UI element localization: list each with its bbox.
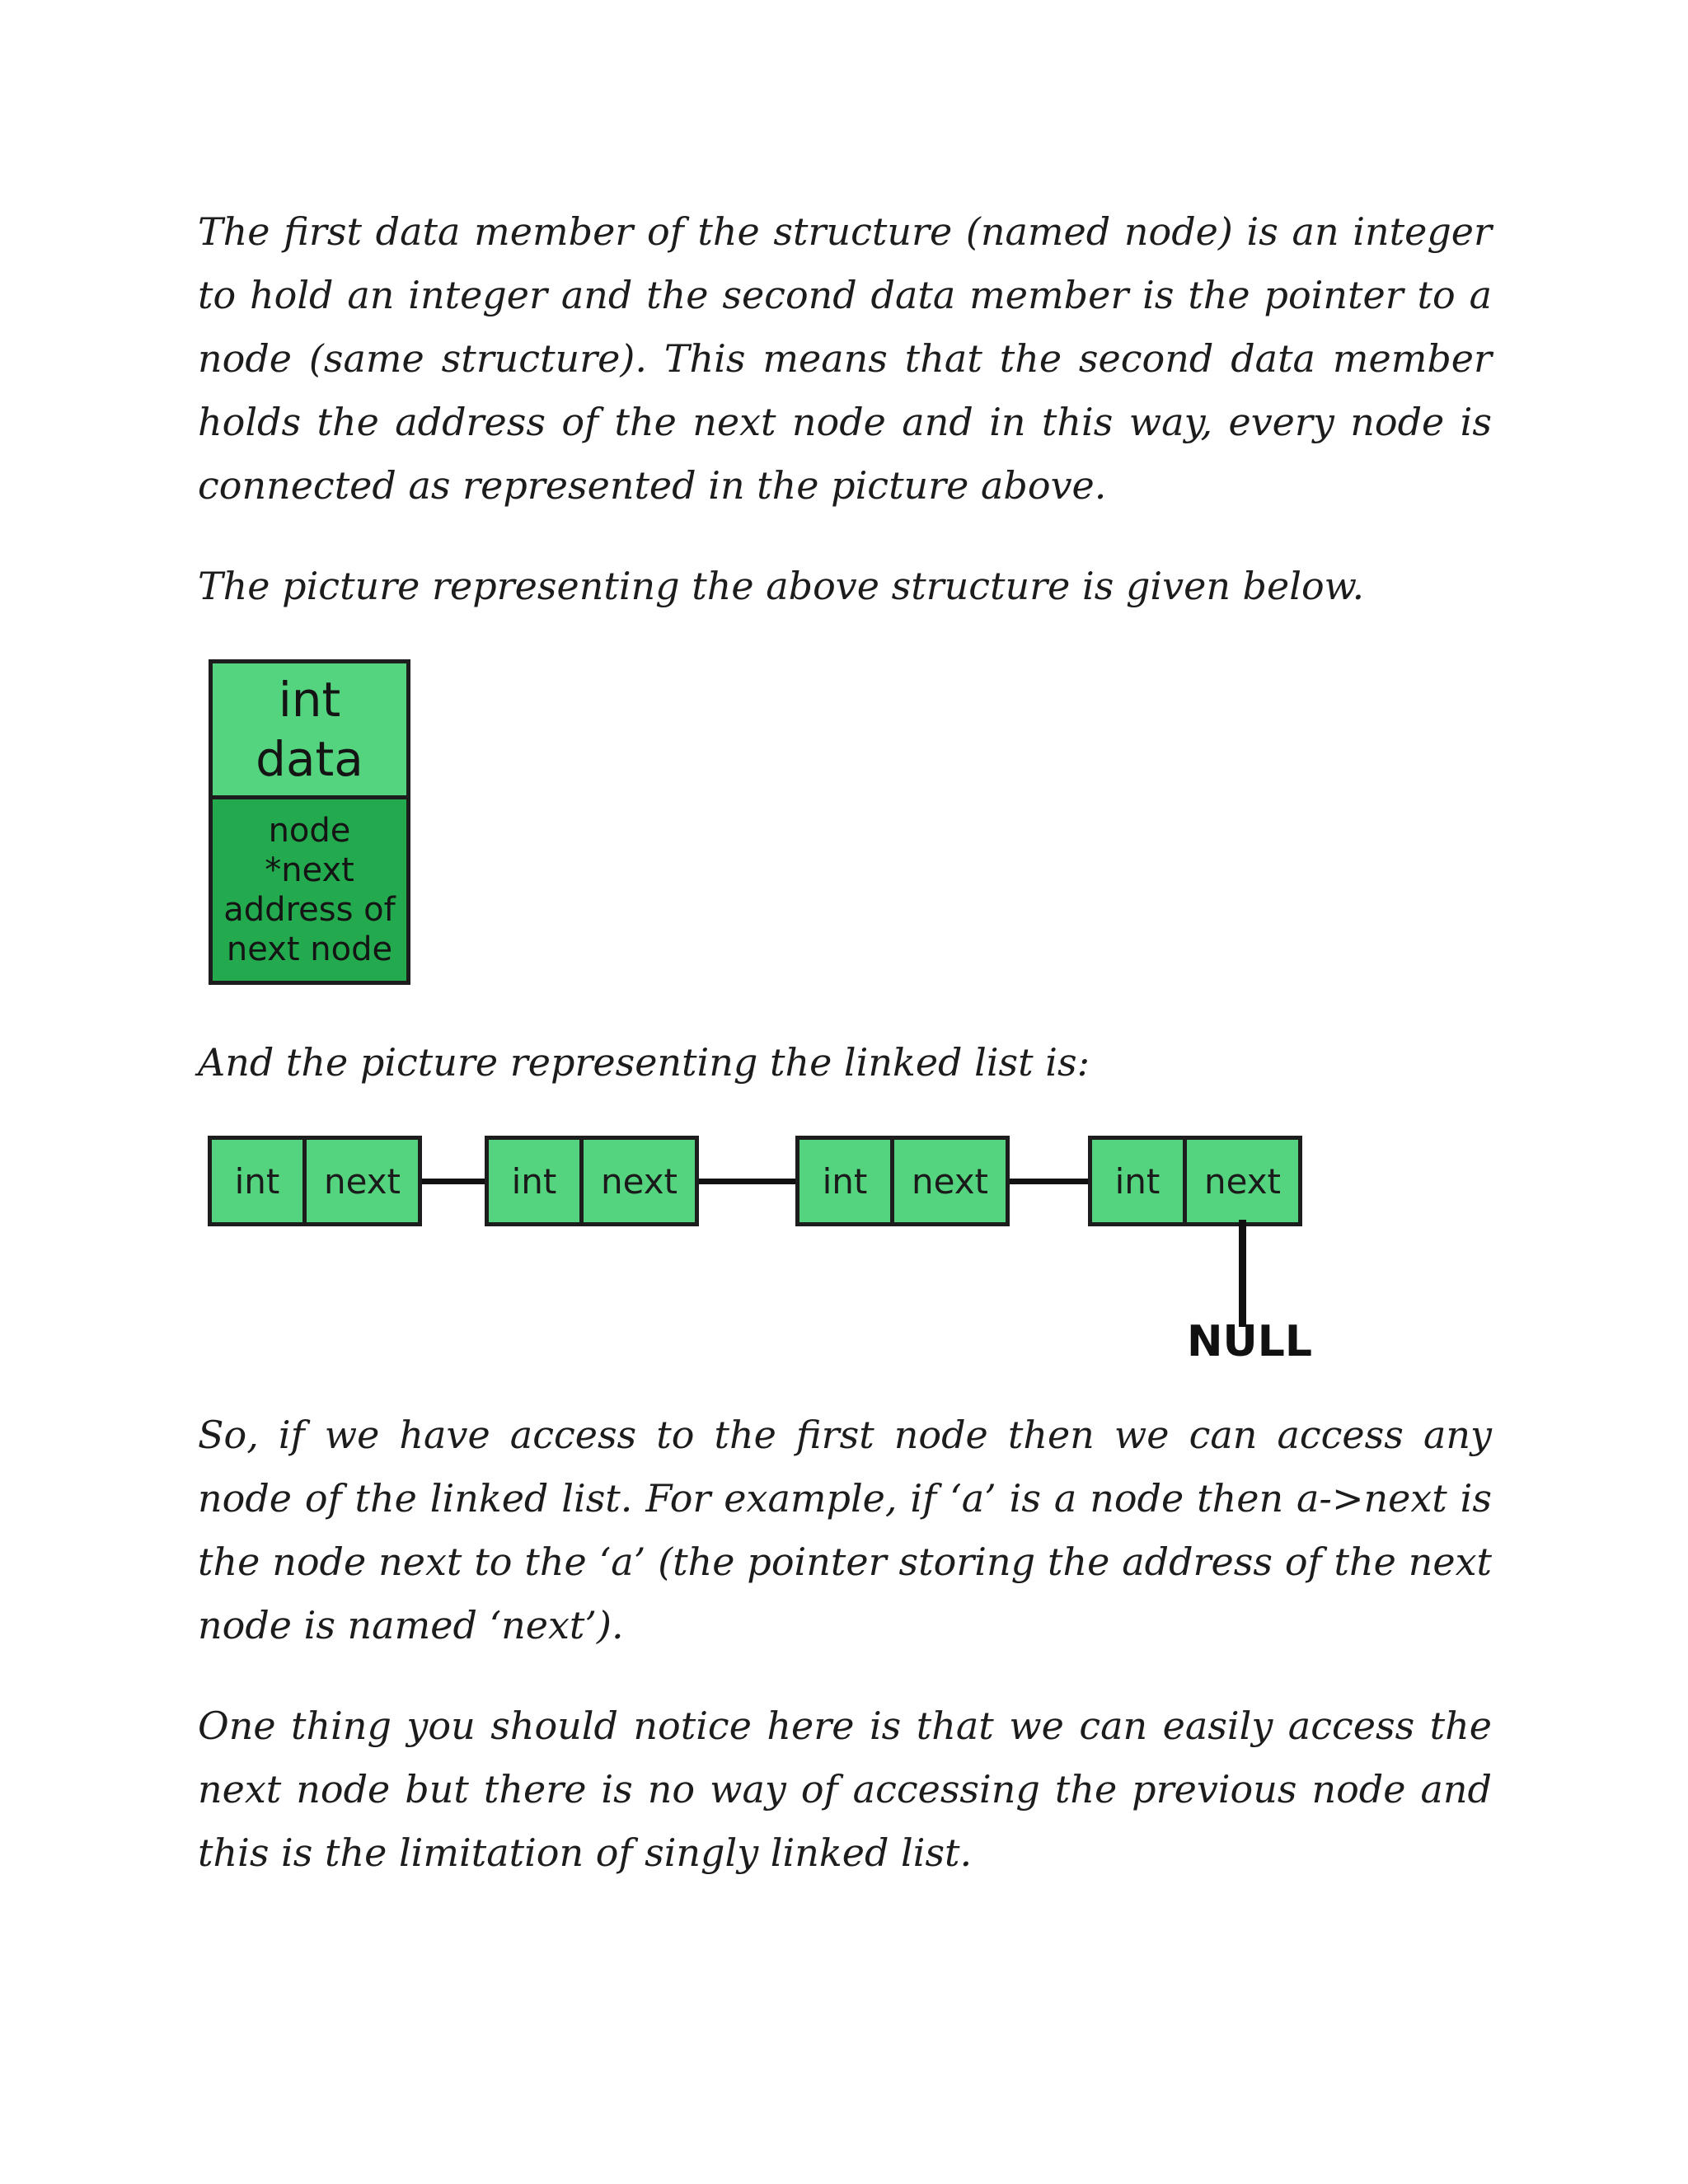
linked-list-node	[485, 1136, 699, 1226]
link-line	[412, 1179, 490, 1184]
node-next-cell: next	[323, 1160, 401, 1202]
paragraph-node-description: The first data member of the structure (named node) is an integer to hold an integer and the second data member is the pointer to a node (same structure). This means that the second data member holds the address of the next node and in this way, every node is connected as represented in the picture above.	[198, 209, 1492, 508]
node-int-cell: int	[212, 1140, 307, 1222]
node-next-desc-line1: address of	[223, 891, 396, 929]
node-data-type-label: int	[278, 672, 341, 728]
null-pointer-line	[1239, 1220, 1246, 1327]
paragraph-linked-list-intro: And the picture representing the linked list is:	[198, 1040, 1090, 1085]
node-next-name-label: *next	[265, 851, 354, 889]
node-int-cell: int	[489, 1140, 584, 1222]
node-next-cell: next	[1203, 1160, 1282, 1202]
link-line	[997, 1179, 1092, 1184]
node-next-desc-line2: next node	[226, 930, 393, 968]
node-next-type-label: node	[268, 812, 351, 850]
paragraph-access-explanation: So, if we have access to the first node then we can access any node of the linked list. For example, if ‘a’ is a node then a->next is the node next to the ‘a’ (the pointer storing the address of the next node is named ‘next’).	[198, 1413, 1492, 1647]
null-label: NULL	[1187, 1317, 1313, 1366]
linked-list-node	[795, 1136, 1010, 1226]
node-next-cell: next	[911, 1160, 989, 1202]
paragraph-limitation: One thing you should notice here is that we can easily access the next node but there is no way of accessing the previous node and this is the limitation of singly linked list.	[198, 1704, 1492, 1875]
paragraph-structure-picture-intro: The picture representing the above structure is given below.	[198, 564, 1365, 608]
node-int-cell: int	[799, 1140, 894, 1222]
node-next-field	[209, 795, 410, 985]
link-line	[688, 1179, 799, 1184]
node-data-field	[209, 659, 410, 799]
node-int-cell: int	[1092, 1140, 1187, 1222]
node-data-name-label: data	[256, 731, 363, 787]
linked-list-node	[208, 1136, 422, 1226]
linked-list-node	[1088, 1136, 1302, 1226]
linked-list-figure	[190, 1113, 1343, 1376]
node-structure-figure	[209, 659, 410, 985]
node-next-cell: next	[600, 1160, 678, 1202]
